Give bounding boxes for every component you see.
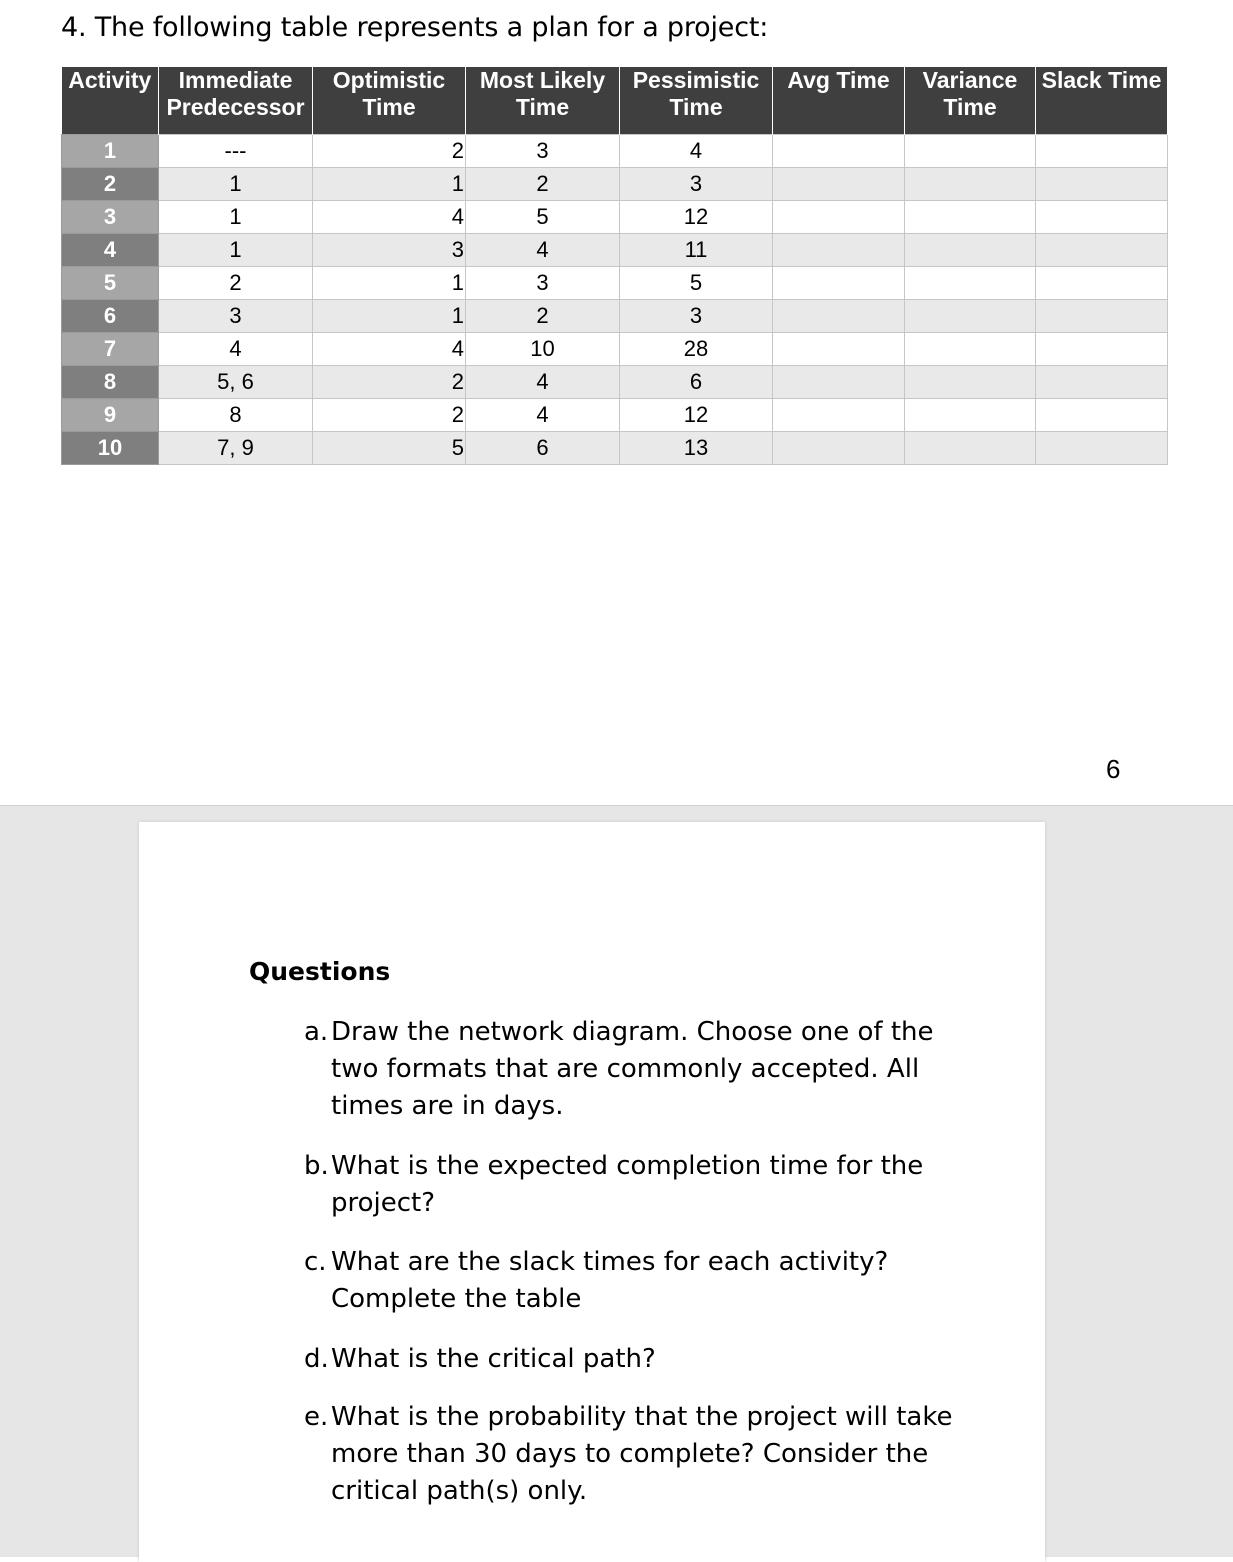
- cell-optimistic: 1: [313, 168, 466, 201]
- cell-activity: 3: [62, 201, 159, 234]
- cell-pessimistic: 4: [620, 135, 773, 168]
- cell-predecessor: 5, 6: [159, 366, 313, 399]
- cell-variance: [905, 300, 1036, 333]
- cell-pessimistic: 13: [620, 432, 773, 465]
- questions-title: Questions: [249, 957, 391, 986]
- question-b: b.What is the expected completion time for the project?: [304, 1148, 964, 1222]
- page-heading: 4. The following table represents a plan for a project:: [61, 12, 769, 43]
- cell-pessimistic: 12: [620, 201, 773, 234]
- cell-activity: 1: [62, 135, 159, 168]
- question-d: d.What is the critical path?: [304, 1341, 964, 1378]
- cell-slack: [1036, 135, 1168, 168]
- cell-predecessor: 4: [159, 333, 313, 366]
- cell-variance: [905, 432, 1036, 465]
- cell-variance: [905, 234, 1036, 267]
- cell-slack: [1036, 432, 1168, 465]
- cell-activity: 9: [62, 399, 159, 432]
- cell-optimistic: 2: [313, 366, 466, 399]
- cell-predecessor: 1: [159, 168, 313, 201]
- page-number: 6: [1106, 754, 1121, 784]
- cell-pessimistic: 6: [620, 366, 773, 399]
- cell-avg-time: [773, 333, 905, 366]
- cell-avg-time: [773, 201, 905, 234]
- cell-activity: 7: [62, 333, 159, 366]
- question-c: c. What are the slack times for each activity? Complete the table: [304, 1244, 964, 1318]
- cell-pessimistic: 12: [620, 399, 773, 432]
- cell-predecessor: 2: [159, 267, 313, 300]
- cell-most-likely: 4: [466, 234, 620, 267]
- question-e: e. What is the probability that the project will take more than 30 days to complete? Consider the critical path(s) only.: [304, 1399, 964, 1510]
- cell-optimistic: 2: [313, 135, 466, 168]
- cell-slack: [1036, 333, 1168, 366]
- cell-variance: [905, 267, 1036, 300]
- cell-pessimistic: 28: [620, 333, 773, 366]
- table-row: [62, 366, 1168, 399]
- cell-predecessor: 3: [159, 300, 313, 333]
- cell-most-likely: 6: [466, 432, 620, 465]
- cell-pessimistic: 11: [620, 234, 773, 267]
- cell-most-likely: 4: [466, 399, 620, 432]
- cell-most-likely: 3: [466, 267, 620, 300]
- cell-predecessor: 8: [159, 399, 313, 432]
- cell-activity: 6: [62, 300, 159, 333]
- cell-variance: [905, 168, 1036, 201]
- header-activity: Activity: [62, 67, 159, 135]
- cell-avg-time: [773, 366, 905, 399]
- cell-optimistic: 1: [313, 300, 466, 333]
- cell-optimistic: 2: [313, 399, 466, 432]
- header-immediate-predecessor: Immediate Predecessor: [159, 67, 313, 135]
- cell-slack: [1036, 399, 1168, 432]
- question-label: a.: [304, 1017, 329, 1047]
- cell-slack: [1036, 168, 1168, 201]
- question-label: e.: [304, 1402, 329, 1432]
- cell-variance: [905, 201, 1036, 234]
- cell-activity: 4: [62, 234, 159, 267]
- cell-avg-time: [773, 135, 905, 168]
- cell-predecessor: ---: [159, 135, 313, 168]
- header-most-likely-time: Most Likely Time: [466, 67, 620, 135]
- header-slack-time: Slack Time: [1036, 67, 1168, 135]
- cell-avg-time: [773, 234, 905, 267]
- cell-predecessor: 1: [159, 234, 313, 267]
- cell-slack: [1036, 267, 1168, 300]
- question-label: b.: [304, 1151, 329, 1181]
- cell-avg-time: [773, 432, 905, 465]
- cell-predecessor: 1: [159, 201, 313, 234]
- table-row: [62, 234, 1168, 267]
- cell-activity: 5: [62, 267, 159, 300]
- table-row: [62, 399, 1168, 432]
- cell-most-likely: 3: [466, 135, 620, 168]
- cell-slack: [1036, 234, 1168, 267]
- table-row: [62, 333, 1168, 366]
- cell-avg-time: [773, 300, 905, 333]
- cell-predecessor: 7, 9: [159, 432, 313, 465]
- question-label: c.: [304, 1247, 327, 1277]
- cell-slack: [1036, 300, 1168, 333]
- cell-variance: [905, 333, 1036, 366]
- table-row: [62, 168, 1168, 201]
- header-pessimistic-time: Pessimistic Time: [620, 67, 773, 135]
- cell-optimistic: 3: [313, 234, 466, 267]
- cell-activity: 2: [62, 168, 159, 201]
- question-a: a. Draw the network diagram. Choose one of the two formats that are commonly accepted. All times are in days.: [304, 1014, 964, 1125]
- cell-most-likely: 2: [466, 168, 620, 201]
- cell-most-likely: 4: [466, 366, 620, 399]
- table-row: [62, 432, 1168, 465]
- table-row: [62, 267, 1168, 300]
- cell-avg-time: [773, 267, 905, 300]
- cell-pessimistic: 3: [620, 300, 773, 333]
- cell-most-likely: 5: [466, 201, 620, 234]
- header-optimistic-time: Optimistic Time: [313, 67, 466, 135]
- questions-page: [139, 822, 1045, 1562]
- cell-optimistic: 4: [313, 201, 466, 234]
- cell-pessimistic: 5: [620, 267, 773, 300]
- cell-variance: [905, 135, 1036, 168]
- cell-most-likely: 10: [466, 333, 620, 366]
- cell-optimistic: 1: [313, 267, 466, 300]
- header-variance-time: Variance Time: [905, 67, 1036, 135]
- table-row: [62, 135, 1168, 168]
- cell-most-likely: 2: [466, 300, 620, 333]
- cell-pessimistic: 3: [620, 168, 773, 201]
- cell-variance: [905, 399, 1036, 432]
- cell-slack: [1036, 366, 1168, 399]
- cell-variance: [905, 366, 1036, 399]
- project-plan-table: [61, 67, 1168, 465]
- table-row: [62, 300, 1168, 333]
- cell-optimistic: 4: [313, 333, 466, 366]
- header-avg-time: Avg Time: [773, 67, 905, 135]
- cell-activity: 10: [62, 432, 159, 465]
- cell-avg-time: [773, 168, 905, 201]
- table-row: [62, 201, 1168, 234]
- question-label: d.: [304, 1344, 329, 1374]
- cell-optimistic: 5: [313, 432, 466, 465]
- table-header-row: [62, 67, 1168, 135]
- cell-avg-time: [773, 399, 905, 432]
- cell-slack: [1036, 201, 1168, 234]
- cell-activity: 8: [62, 366, 159, 399]
